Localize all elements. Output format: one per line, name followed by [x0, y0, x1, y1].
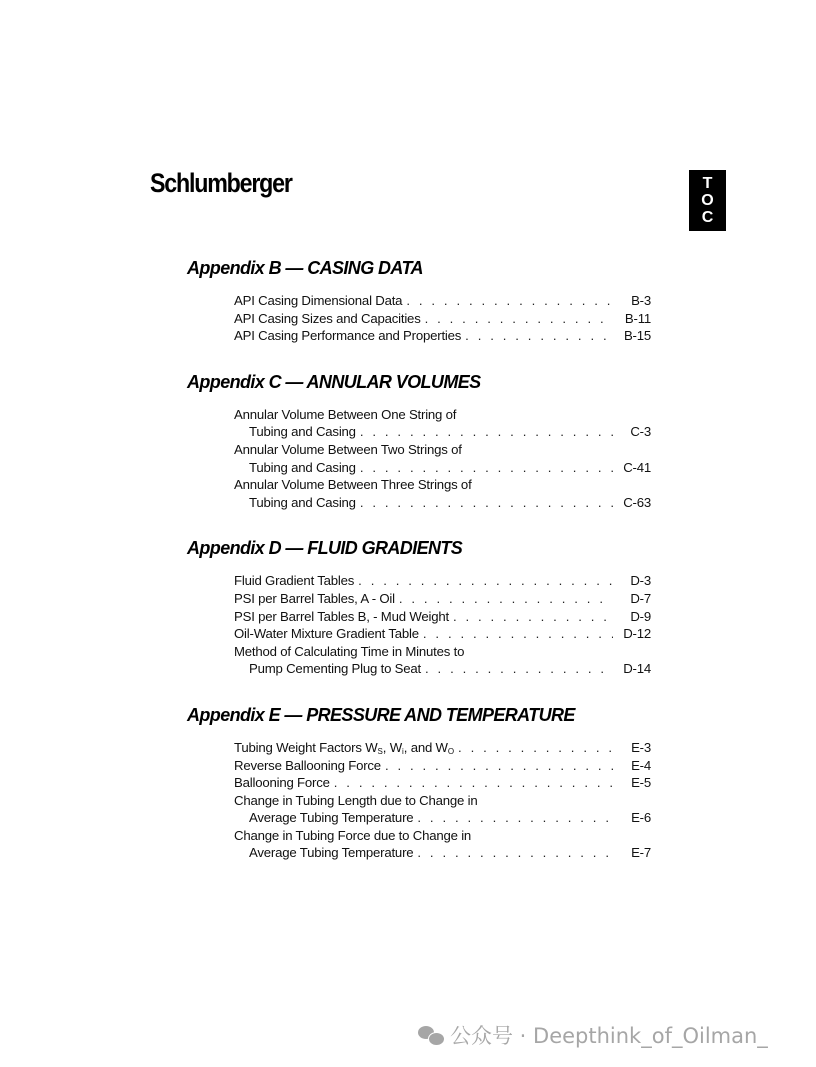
entry-title: Oil-Water Mixture Gradient Table: [234, 626, 419, 642]
dot-leader: [360, 423, 613, 441]
entry-title: Reverse Ballooning Force: [234, 757, 381, 773]
table-of-contents: [187, 256, 651, 887]
toc-entry[interactable]: [234, 310, 651, 328]
toc-entry[interactable]: [234, 327, 651, 345]
entry-title-continuation: Pump Cementing Plug to Seat: [249, 661, 422, 677]
section-heading: Appendix C — ANNULAR VOLUMES: [187, 371, 481, 392]
dot-leader: [417, 844, 613, 862]
dot-leader: [425, 660, 613, 678]
section-heading: Appendix E — PRESSURE AND TEMPERATURE: [187, 704, 575, 725]
page-number: E-5: [631, 775, 651, 791]
entry-title: API Casing Sizes and Capacities: [234, 310, 421, 326]
watermark: [418, 1020, 768, 1050]
entry-title: PSI per Barrel Tables B, - Mud Weight: [234, 608, 449, 624]
page-number: E-6: [631, 810, 651, 826]
entry-list: [234, 572, 651, 678]
toc-entry[interactable]: [234, 441, 651, 476]
toc-section: [187, 370, 651, 512]
toc-entry[interactable]: [234, 757, 651, 775]
entry-title-continuation: Tubing and Casing: [249, 459, 356, 475]
toc-entry[interactable]: [234, 476, 651, 511]
toc-tab[interactable]: [689, 170, 726, 231]
entry-title-continuation: Average Tubing Temperature: [249, 845, 414, 861]
toc-section: [187, 256, 651, 345]
page-number: D-12: [623, 626, 651, 642]
subscript: S: [377, 746, 383, 756]
dot-leader: [360, 459, 613, 477]
entry-list: [234, 739, 651, 862]
section-heading: Appendix D — FLUID GRADIENTS: [187, 538, 463, 559]
page-number: D-9: [630, 608, 651, 624]
dot-leader: [423, 625, 613, 643]
toc-entry[interactable]: [234, 643, 651, 678]
toc-entry[interactable]: [234, 792, 651, 827]
toc-entry[interactable]: [234, 774, 651, 792]
dot-leader: [417, 809, 613, 827]
toc-section: [187, 703, 651, 862]
entry-title-part: Tubing Weight Factors W: [234, 739, 378, 755]
dot-leader: [453, 608, 613, 626]
toc-entry[interactable]: [234, 590, 651, 608]
toc-entry[interactable]: [234, 608, 651, 626]
dot-leader: [425, 310, 613, 328]
page-number: C-3: [630, 424, 651, 440]
page-number: D-7: [630, 590, 651, 606]
dot-leader: [360, 494, 613, 512]
entry-title-part: , and W: [403, 739, 448, 755]
page-number: C-41: [623, 459, 651, 475]
dot-leader: [399, 590, 613, 608]
entry-title: Method of Calculating Time in Minutes to: [234, 643, 465, 659]
entry-title-continuation: Tubing and Casing: [249, 424, 356, 440]
section-heading: Appendix B — CASING DATA: [187, 258, 423, 278]
toc-entry[interactable]: [234, 625, 651, 643]
page-number: E-3: [631, 739, 651, 755]
toc-section: [187, 536, 651, 678]
dot-leader: [334, 774, 613, 792]
dot-leader: [385, 757, 613, 775]
page-number: B-11: [624, 310, 651, 326]
toc-entry[interactable]: [234, 739, 651, 757]
entry-title-continuation: Tubing and Casing: [249, 494, 356, 510]
dot-leader: [406, 292, 613, 310]
dot-leader: [358, 572, 613, 590]
entry-title: Annular Volume Between Three Strings of: [234, 477, 472, 493]
entry-title: Change in Tubing Length due to Change in: [234, 792, 478, 808]
watermark-text: 公众号 · Deepthink_of_Oilman_: [450, 1024, 768, 1048]
wechat-icon: [418, 1024, 444, 1046]
schlumberger-logo: Schlumberger: [150, 168, 292, 198]
entry-title: PSI per Barrel Tables, A - Oil: [234, 590, 395, 606]
toc-entry[interactable]: [234, 827, 651, 862]
entry-list: [234, 292, 651, 345]
page-number: D-3: [630, 573, 651, 589]
entry-title-part: , W: [382, 739, 402, 755]
page-number: E-7: [631, 845, 651, 861]
entry-title: API Casing Performance and Properties: [234, 328, 462, 344]
entry-title: API Casing Dimensional Data: [234, 293, 403, 308]
page-number: B-15: [623, 328, 651, 344]
page-number: B-3: [631, 293, 651, 308]
toc-entry[interactable]: [234, 572, 651, 590]
subscript: i: [401, 746, 404, 756]
entry-title: Annular Volume Between Two Strings of: [234, 441, 462, 457]
page-number: C-63: [623, 494, 651, 510]
entry-title: Ballooning Force: [234, 775, 330, 791]
entry-title: Fluid Gradient Tables: [234, 573, 355, 589]
page-number: E-4: [631, 757, 651, 773]
dot-leader: [458, 739, 613, 757]
toc-entry[interactable]: [234, 406, 651, 441]
entry-title-continuation: Average Tubing Temperature: [249, 810, 414, 826]
page-number: D-14: [623, 661, 651, 677]
toc-letter: O: [701, 192, 714, 209]
toc-letter: C: [701, 209, 714, 226]
entry-title: Change in Tubing Force due to Change in: [234, 827, 472, 843]
toc-entry[interactable]: [234, 292, 651, 310]
subscript: O: [447, 746, 455, 756]
dot-leader: [465, 327, 613, 345]
toc-letter: T: [702, 175, 713, 192]
entry-list: [234, 406, 651, 512]
entry-title: Annular Volume Between One String of: [234, 406, 457, 422]
